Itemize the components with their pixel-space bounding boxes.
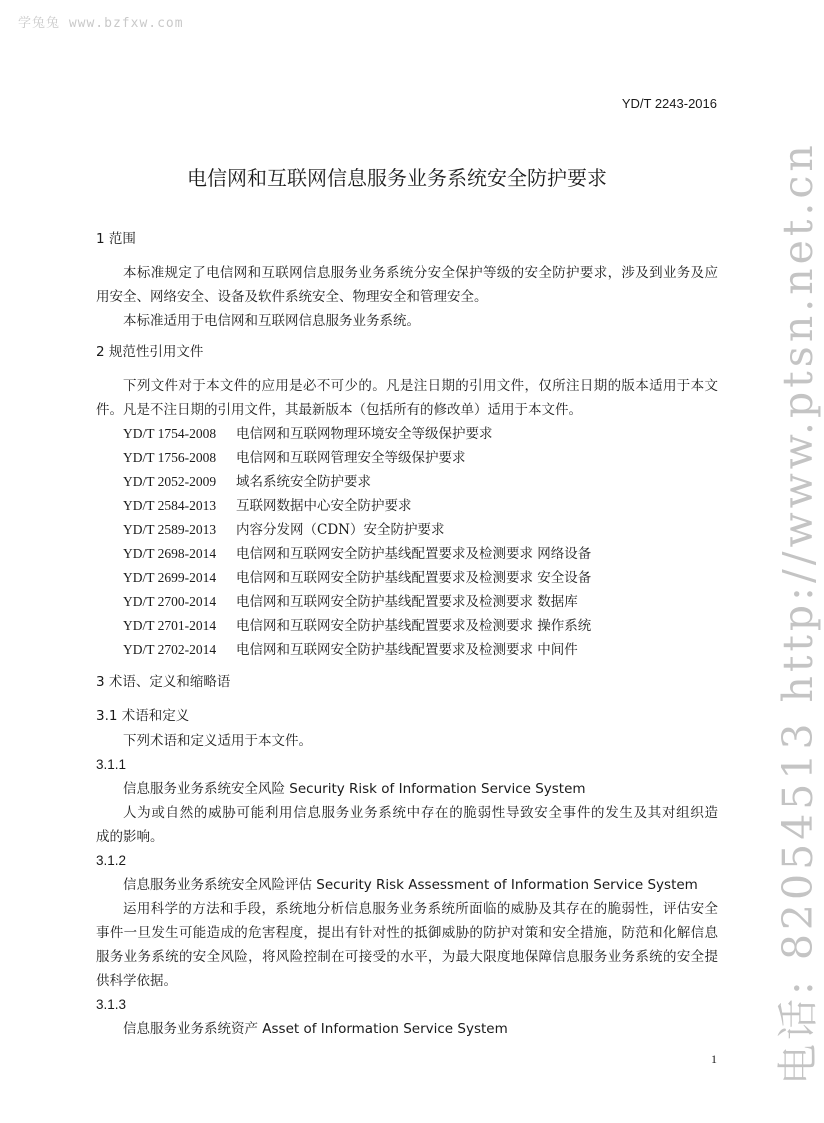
term-definition-line: 服务业务系统的安全风险，将风险控制在可接受的水平，为最大限度地保障信息服务业务系统的安全提 (96, 949, 718, 965)
reference-code: YD/T 2699-2014 (123, 570, 217, 585)
reference-title: 电信网和互联网管理安全等级保护要求 (236, 450, 466, 466)
section-2-para-line-2: 件。凡是不注日期的引用文件，其最新版本（包括所有的修改单）适用于本文件。 (96, 402, 582, 418)
reference-title: 电信网和互联网物理环境安全等级保护要求 (236, 426, 493, 442)
reference-code: YD/T 2702-2014 (123, 642, 217, 657)
section-3-1-heading: 3.1 术语和定义 (96, 708, 190, 724)
reference-title: 电信网和互联网安全防护基线配置要求及检测要求 网络设备 (236, 546, 592, 562)
term-number: 3.1.3 (96, 997, 127, 1012)
reference-code: YD/T 2701-2014 (123, 618, 217, 633)
reference-item (123, 616, 591, 636)
watermark-side: 电话: 82054513 http://www.ptsn.net.cn (774, 141, 822, 1085)
section-1-para-1-line-1: 本标准规定了电信网和互联网信息服务业务系统分安全保护等级的安全防护要求，涉及到业务及应 (123, 265, 718, 281)
term-title: 信息服务业务系统安全风险 Security Risk of Information Service System (123, 781, 586, 797)
term-definition-line: 人为或自然的威胁可能利用信息服务业务系统中存在的脆弱性导致安全事件的发生及其对组织造 (123, 805, 718, 821)
term-definition-line: 事件一旦发生可能造成的危害程度，提出有针对性的抵御威胁的防护对策和安全措施，防范和化解信息 (96, 925, 718, 941)
reference-item (123, 448, 466, 468)
reference-title: 域名系统安全防护要求 (236, 474, 371, 490)
reference-item (123, 592, 578, 612)
reference-item (123, 520, 444, 540)
section-2-para-line-1: 下列文件对于本文件的应用是必不可少的。凡是注日期的引用文件，仅所注日期的版本适用于本文 (123, 378, 718, 394)
reference-title: 内容分发网（CDN）安全防护要求 (236, 522, 445, 538)
term-definition-line: 供科学依据。 (96, 973, 177, 989)
reference-title: 电信网和互联网安全防护基线配置要求及检测要求 安全设备 (236, 570, 592, 586)
reference-item (123, 496, 412, 516)
reference-item (123, 544, 591, 564)
reference-code: YD/T 2052-2009 (123, 474, 217, 489)
section-1-para-1-line-2: 用安全、网络安全、设备及软件系统安全、物理安全和管理安全。 (96, 289, 488, 305)
section-3-heading: 3 术语、定义和缩略语 (96, 674, 231, 690)
reference-item (123, 568, 591, 588)
term-number: 3.1.2 (96, 853, 127, 868)
reference-code: YD/T 2698-2014 (123, 546, 217, 561)
reference-code: YD/T 1754-2008 (123, 426, 217, 441)
page-number: 1 (711, 1052, 717, 1066)
section-1-para-2: 本标准适用于电信网和互联网信息服务业务系统。 (123, 313, 420, 329)
standard-code: YD/T 2243-2016 (621, 96, 717, 111)
reference-code: YD/T 1756-2008 (123, 450, 217, 465)
reference-title: 电信网和互联网安全防护基线配置要求及检测要求 操作系统 (236, 618, 592, 634)
reference-title: 互联网数据中心安全防护要求 (236, 498, 412, 514)
reference-item (123, 424, 493, 444)
reference-item (123, 640, 578, 660)
term-definition-line: 运用科学的方法和手段，系统地分析信息服务业务系统所面临的威胁及其存在的脆弱性，评估安全 (123, 901, 718, 917)
section-3-1-intro: 下列术语和定义适用于本文件。 (123, 733, 312, 749)
document-title: 电信网和互联网信息服务业务系统安全防护要求 (187, 166, 607, 190)
term-title: 信息服务业务系统资产 Asset of Information Service System (123, 1021, 508, 1037)
reference-item (123, 472, 371, 492)
term-definition-line: 成的影响。 (96, 829, 164, 845)
term-number: 3.1.1 (96, 757, 127, 772)
section-2-heading: 2 规范性引用文件 (96, 344, 204, 360)
section-1-heading: 1 范围 (96, 231, 136, 247)
reference-code: YD/T 2584-2013 (123, 498, 217, 513)
reference-title: 电信网和互联网安全防护基线配置要求及检测要求 数据库 (236, 594, 578, 610)
reference-title: 电信网和互联网安全防护基线配置要求及检测要求 中间件 (236, 642, 578, 658)
watermark-top: 学兔兔 www.bzfxw.com (18, 16, 184, 31)
reference-code: YD/T 2700-2014 (123, 594, 217, 609)
term-title: 信息服务业务系统安全风险评估 Security Risk Assessment of Information Service System (123, 877, 698, 893)
reference-code: YD/T 2589-2013 (123, 522, 217, 537)
